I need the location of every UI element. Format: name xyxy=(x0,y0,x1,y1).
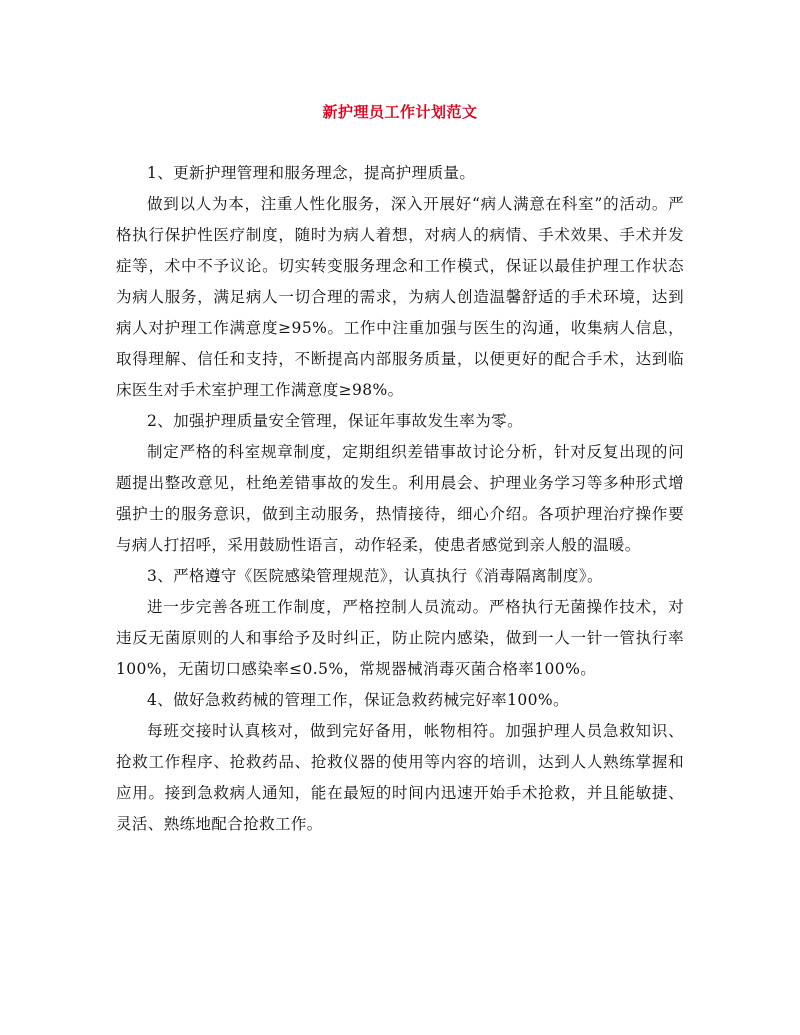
section-4-heading: 4、做好急救药械的管理工作，保证急救药械完好率100%。 xyxy=(147,691,569,709)
section-3-heading: 3、严格遵守《医院感染管理规范》，认真执行《消毒隔离制度》。 xyxy=(147,567,603,585)
section-4-body: 每班交接时认真核对，做到完好备用，帐物相符。加强护理人员急救知识、抢救工作程序、抢救药品、抢救仪器的使用等内容的培训，达到人人熟练掌握和应用。接到急救病人通知，能在最短的时间内迅速开始手术抢救，并且能敏捷、灵活、熟练地配合抢救工作。 xyxy=(116,722,684,833)
section-1-body: 做到以人为本，注重人性化服务，深入开展好“病人满意在科室”的活动。严格执行保护性医疗制度，随时为病人着想，对病人的病情、手术效果、手术并发症等，术中不予议论。切实转变服务理念和工作模式，保证以最佳护理工作状态为病人服务，满足病人一切合理的需求，为病人创造温馨舒适的手术环境，达到病人对护理工作满意度≥95%。工作中注重加强与医生的沟通，收集病人信息，取得理解、信任和支持，不断提高内部服务质量，以便更好的配合手术，达到临床医生对手术室护理工作满意度≥98%。 xyxy=(116,195,684,399)
section-1-heading: 1、更新护理管理和服务理念，提高护理质量。 xyxy=(147,164,476,182)
document-page xyxy=(116,100,684,840)
section-3-body: 进一步完善各班工作制度，严格控制人员流动。严格执行无菌操作技术，对违反无菌原则的人和事给予及时纠正，防止院内感染，做到一人一针一管执行率100%，无菌切口感染率≤0.5%，常规器械消毒灭菌合格率100%。 xyxy=(116,598,684,678)
section-2-body: 制定严格的科室规章制度，定期组织差错事故讨论分析，针对反复出现的问题提出整改意见，杜绝差错事故的发生。利用晨会、护理业务学习等多种形式增强护士的服务意识，做到主动服务，热情接待，细心介绍。各项护理治疗操作要与病人打招呼，采用鼓励性语言，动作轻柔，使患者感觉到亲人般的温暖。 xyxy=(116,443,684,554)
section-2-heading: 2、加强护理质量安全管理，保证年事故发生率为零。 xyxy=(147,412,523,430)
document-title: 新护理员工作计划范文 xyxy=(322,103,478,121)
